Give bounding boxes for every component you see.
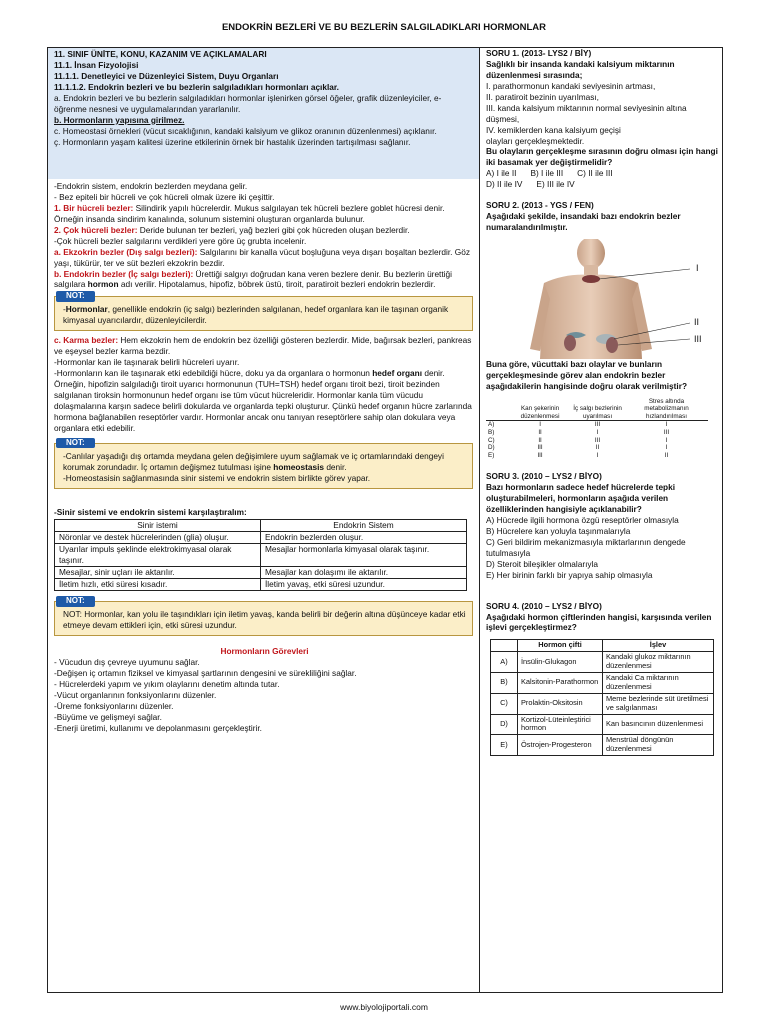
text-segment: Salgılarını bir kanalla vücut boşluğuna veya dışarı boşaltan bezlerdir. Göz yaşı, tükürür, ter ve süt bezleri ekzokrin bezdir. xyxy=(54,246,470,268)
text-segment: Hormonlar xyxy=(65,304,108,315)
comparison-table xyxy=(54,519,467,591)
header-line: 11. SINIF ÜNİTE, KONU, KAZANIM VE AÇIKLAMALARI xyxy=(54,49,267,59)
text-segment: -Hormonlar kan ile taşınarak belirli hücreleri uyarır. xyxy=(54,357,240,368)
table-row xyxy=(55,567,467,579)
table-row xyxy=(491,693,714,714)
column-divider xyxy=(479,48,480,992)
table-header-row xyxy=(486,398,708,421)
statement-item: III. kanda kalsiyum miktarının normal seviyesinin altına düşmesi, xyxy=(486,102,687,124)
header-line: 11.1.1. Denetleyici ve Düzenleyici Sistem, Duyu Organları xyxy=(54,70,279,81)
table-cell: Mesajlar, sinir uçları ile aktarılır. xyxy=(55,567,261,579)
table-cell: A) xyxy=(491,652,518,673)
table-row xyxy=(491,735,714,756)
question-tail: olayları gerçekleşmektedir. xyxy=(486,135,585,146)
text-segment: Hem ekzokrin hem de endokrin bez özelliği gösteren bezlerdir. Mide, bağırsak bezleri, pankreas ve eşeysel bezler karma bezdir. xyxy=(54,335,472,357)
note-hormones xyxy=(54,291,473,331)
note-label: NOT: xyxy=(56,291,95,302)
table-cell: Kandaki Ca miktarının düzenlenmesi xyxy=(603,673,714,694)
paragraph xyxy=(63,451,466,473)
text-segment: homeostasis xyxy=(273,461,325,472)
question-1 xyxy=(486,48,718,190)
column-header: Stres altında metabolizmanın hızlandırılması xyxy=(644,397,689,420)
question-title: SORU 2. (2013 - YGS / FEN) xyxy=(486,200,594,211)
table-cell: III xyxy=(537,451,543,459)
text-segment: denir. xyxy=(324,461,347,472)
answer-option: E) III ile IV xyxy=(536,179,575,190)
text-segment: 1. Bir hücreli bezler: xyxy=(54,202,134,213)
text-segment: c. Karma bezler: xyxy=(54,335,119,346)
table-cell: Mesajlar hormonlarla kimyasal olarak taşınır. xyxy=(261,544,467,567)
question-items xyxy=(486,81,718,136)
table-cell: Kalsitonin-Parathormon xyxy=(518,673,603,694)
table-cell: III xyxy=(570,421,625,429)
paragraph xyxy=(63,473,466,484)
paragraph xyxy=(54,192,475,203)
duty-item: -Üreme fonksiyonlarını düzenler. xyxy=(54,700,174,711)
text-segment: - xyxy=(63,304,66,315)
text-segment: , genellikle endokrin (iç salgı) bezlerinden salgılanan, hedef organlara kan ile taşınan organik kimyasal uyarıcılardır, düzenleyicilerdir. xyxy=(63,304,449,326)
table-cell: I xyxy=(596,429,599,436)
table-cell: Kandaki glukoz miktarının düzenlenmesi xyxy=(603,652,714,673)
table-header-row xyxy=(55,520,467,532)
answer-option: E) Her birinin farklı bir yapıya sahip olmasıyla xyxy=(486,569,653,580)
right-column xyxy=(486,48,718,756)
statement-item: I. parathormonun kandaki seviyesinin artması, xyxy=(486,80,656,91)
paragraph xyxy=(54,269,475,291)
text-segment: adı verilir. Hipotalamus, hipofiz, böbrek üstü, tiroit, paratiroit bezleri endokrin bezlerdir. xyxy=(118,279,436,290)
paragraph xyxy=(54,335,475,357)
answer-option: C) Geri bildirim mekanizmasıyla miktarlarının dengede tutulmasıyla xyxy=(486,536,686,558)
duty-item: -Değişen iç ortamın fiziksel ve kimyasal şartlarının dengesini ve sürekliliğini sağlar. xyxy=(54,667,357,678)
table-cell: I xyxy=(665,436,668,444)
comparison-title: -Sinir sistemi ve endokrin sistemi karşılaştıralım: xyxy=(54,506,247,517)
header-line: b. Hormonların yapısına girilmez. xyxy=(54,114,185,125)
table-cell: I xyxy=(596,451,599,459)
table-cell: A) xyxy=(486,421,510,429)
column-header: Kan şekerinin düzenlenmesi xyxy=(520,405,560,420)
table-cell: III xyxy=(594,436,601,444)
answer-row xyxy=(486,437,708,445)
text-segment: -Canlılar yaşadığı dış ortamda meydana gelen değişimlere uyum sağlamak ve iç ortamlarındaki dengeyi korumak zorundadır. İç ortamın değişmez tutulması işine xyxy=(63,450,444,472)
text-segment: Silindirik yapılı hücrelerdir. Mukus salgılayan tek hücreli bezlere goblet hücresi denir. Örneğin insanda sindirim kanalında, solunum sistemini oluşturan organlarda bulunur. xyxy=(54,202,445,224)
answer-option: D) II ile IV xyxy=(486,179,523,190)
table-cell: Kan basıncının düzenlenmesi xyxy=(603,714,714,735)
answer-row xyxy=(486,452,708,460)
question-4 xyxy=(486,601,718,756)
paragraph xyxy=(63,304,466,326)
column-header: İşlev xyxy=(603,640,714,652)
table-cell: E) xyxy=(488,451,495,459)
table-cell: Kortizol-Lüteinleştirici hormon xyxy=(518,714,603,735)
answer-option: A) I ile II xyxy=(486,168,517,179)
answer-row xyxy=(486,429,708,437)
text-segment: - Bez epiteli bir hücreli ve çok hücreli olmak üzere iki çeşittir. xyxy=(54,191,275,202)
table-cell: I xyxy=(510,421,570,429)
paragraph xyxy=(54,357,475,368)
answer-option: B) I ile III xyxy=(530,168,564,179)
header-line: c. Homeostasi örnekleri (vücut sıcaklığının, kandaki kalsiyum ve glikoz oranının düzenlenmesi) açıklanır. xyxy=(54,125,437,136)
header-line: 11.1. İnsan Fizyolojisi xyxy=(54,59,139,70)
text-segment: a. Ekzokrin bezler (Dış salgı bezleri): xyxy=(54,246,198,257)
table-cell: D) xyxy=(488,444,495,452)
question-stem: Bazı hormonların sadece hedef hücrelerde tepki oluşturabilmeleri, hormonların aşağıda verilen özelliklerinden hangisiyle açıklanabilir? xyxy=(486,482,676,514)
statement-item: IV. kemiklerden kana kalsiyum geçişi xyxy=(486,124,621,135)
question-title: SORU 3. (2010 – LYS2 / BİYO) xyxy=(486,471,602,482)
table-cell: Östrojen-Progesteron xyxy=(518,735,603,756)
duty-item: -Vücut organlarının fonksiyonlarını düzenler. xyxy=(54,689,217,700)
left-column xyxy=(48,48,479,733)
paragraph xyxy=(54,236,475,247)
table-cell: Uyarılar impuls şeklinde elektrokimyasal olarak taşınır. xyxy=(55,544,261,567)
question-prompt: Buna göre, vücuttaki bazı olaylar ve bunların gerçekleşmesinde görev alan endokrin bezler aşağıdakilerin hangisinde doğru olarak verilmiştir? xyxy=(486,359,688,391)
duty-item: -Enerji üretimi, kullanımı ve depolanmasını gerçekleştirir. xyxy=(54,722,262,733)
paragraph xyxy=(54,181,475,192)
table-cell: Nöronlar ve destek hücrelerinden (glia) oluşur. xyxy=(55,532,261,544)
text-segment: NOT: Hormonlar, kan yolu ile taşındıkları için iletim yavaş, kanda belirli bir değerin altına düşünceye kadar etki etmeye devam ettikleri için, etki süresi uzundur. xyxy=(63,609,466,630)
text-segment: -Homeostasisin sağlanmasında sinir sistemi ve endokrin sistem birlikte görev yapar. xyxy=(63,472,371,483)
text-segment: -Hormonların kan ile taşınarak etki edebildiği hücre, doku ya da organlara o hormonun xyxy=(54,368,373,379)
question-title: SORU 1. (2013- LYS2 / BİY) xyxy=(486,48,592,58)
footer-url: www.biyolojiportali.com xyxy=(340,1002,428,1012)
question-stem: Sağlıklı bir insanda kandaki kalsiyum miktarının düzenlenmesi sırasında; xyxy=(486,58,675,80)
table-cell: I xyxy=(625,421,708,429)
answer-row xyxy=(486,444,708,452)
note-box xyxy=(54,443,473,489)
answer-row xyxy=(486,421,708,429)
figure-label-2: II xyxy=(694,317,700,327)
options-row xyxy=(486,168,718,179)
table-cell: II xyxy=(538,429,542,436)
table-cell: İletim hızlı, etki süresi kısadır. xyxy=(55,579,261,591)
column-header: Endokrin Sistem xyxy=(261,520,467,532)
column-header: Hormon çifti xyxy=(518,640,603,652)
paragraph xyxy=(54,368,475,434)
text-segment: 2. Çok hücreli bezler: xyxy=(54,224,138,235)
hormone-pairs-table xyxy=(490,639,714,756)
table-cell: E) xyxy=(491,735,518,756)
paragraph xyxy=(54,225,475,236)
table-cell: B) xyxy=(491,673,518,694)
text-segment: -Endokrin sistem, endokrin bezlerden meydana gelir. xyxy=(54,181,248,191)
page-title: ENDOKRİN BEZLERİ VE BU BEZLERİN SALGILADIKLARI HORMONLAR xyxy=(221,22,547,33)
statement-item: II. paratiroit bezinin uyarılması, xyxy=(486,91,599,102)
note-homeostasis xyxy=(54,437,473,489)
text-segment: Deride bulunan ter bezleri, yağ bezleri gibi çok hücreden oluşan bezlerdir. xyxy=(137,224,410,235)
text-segment: b. Endokrin bezler (İç salgı bezleri): xyxy=(54,268,194,279)
table-cell: Meme bezlerinde süt üretilmesi ve salgılanması xyxy=(603,693,714,714)
intro-text xyxy=(48,181,479,290)
table-row xyxy=(55,579,467,591)
figure-label-1: I xyxy=(696,263,699,273)
answer-option: A) Hücrede ilgili hormona özgü reseptörler olmasıyla xyxy=(486,514,679,525)
curriculum-header-box xyxy=(48,48,479,179)
header-line: ç. Hormonların yaşam kalitesi üzerine etkilerinin örnek bir hastalık üzerinden tartışılması sağlanır. xyxy=(54,136,411,147)
note-box xyxy=(54,296,473,331)
table-row xyxy=(491,714,714,735)
answer-table xyxy=(486,398,708,459)
text-segment: hormon xyxy=(87,279,119,290)
table-cell: III xyxy=(537,444,543,452)
table-cell: Endokrin bezlerden oluşur. xyxy=(261,532,467,544)
answer-option: C) II ile III xyxy=(577,168,613,179)
blank-header xyxy=(486,398,510,421)
answer-option: B) Hücrelere kan yoluyla taşınmalarıyla xyxy=(486,525,631,536)
table-cell: B) xyxy=(488,429,495,436)
table-cell: C) xyxy=(491,693,518,714)
answer-option: D) Steroit bileşikler olmalarıyla xyxy=(486,558,599,569)
note-transport xyxy=(54,596,473,636)
note-box xyxy=(54,601,473,636)
text-segment: -Çok hücreli bezler salgılarını verdikleri yere göre üç grubta incelenir. xyxy=(54,235,307,246)
text-segment: Ürettiği salgıyı doğrudan kana veren bezlere denir. Bu bezlerin ürettiği salgılara xyxy=(54,268,452,290)
duty-item: - Hücrelerdeki yapım ve yıkım olaylarını denetim altında tutar. xyxy=(54,678,280,689)
table-row xyxy=(55,532,467,544)
options-list xyxy=(486,515,718,581)
thyroid-gland xyxy=(582,275,600,283)
question-prompt: Bu olayların gerçekleşme sırasının doğru olması için hangi iki basamak yer değiştirmelidir? xyxy=(486,146,718,168)
options-row xyxy=(486,179,718,190)
duties-title: Hormonların Görevleri xyxy=(220,645,309,656)
column-header: İç salgı bezlerinin uyarılması xyxy=(573,405,622,420)
header-line: a. Endokrin bezleri ve bu bezlerin salgıladıkları hormonlar işlenirken görsel öğeler, grafik düzenleyiciler, e-öğrenme nesnesi ve uygulamalarından yararlanılır. xyxy=(54,92,442,114)
table-header-row xyxy=(491,640,714,652)
table-cell: İnsülin-Glukagon xyxy=(518,652,603,673)
note-label: NOT: xyxy=(56,438,95,449)
table-cell: D) xyxy=(491,714,518,735)
question-title: SORU 4. (2010 – LYS2 / BİYO) xyxy=(486,600,602,611)
question-stem: Aşağıdaki şekilde, insandaki bazı endokrin bezler numaralandırılmıştır. xyxy=(486,211,681,233)
text-segment: hedef organı xyxy=(372,368,423,379)
duty-item: -Büyüme ve gelişmeyi sağlar. xyxy=(54,711,162,722)
table-row xyxy=(55,544,467,567)
content-frame xyxy=(47,47,723,993)
mixed-glands-text xyxy=(48,335,479,433)
table-cell: II xyxy=(538,436,542,444)
endocrine-figure xyxy=(486,239,718,359)
table-cell: II xyxy=(664,451,669,459)
table-row xyxy=(491,652,714,673)
table-cell: Menstrüal döngünün düzenlenmesi xyxy=(603,735,714,756)
table-cell: İletim yavaş, etki süresi uzundur. xyxy=(261,579,467,591)
duty-item: - Vücudun dış çevreye uyumunu sağlar. xyxy=(54,656,200,667)
table-cell: III xyxy=(663,429,670,436)
table-row xyxy=(491,673,714,694)
column-header: Sinir istemi xyxy=(55,520,261,532)
text-segment: denir. Örneğin, hipofizin salgıladığı tiroit uyarıcı hormonunun (TUH=TSH) hedef organı tiroit bezi, tiroit bezinden salgılanan tiroksin hormonunun hedef organı ise tüm vücut hücreleridir. Hormonlar kanla tüm vücudu dolaşmalarına karşın sadece belirli dokularda ve organlarda tepki oluşturur. Çünkü hedef organın hücre zarlarında hormona bağlanabilen reseptörler vardır. Hormonlar ancak onu tanıyan reseptörlere sahip olan dokulara veya organlara etki edebilir. xyxy=(54,368,472,433)
question-2 xyxy=(486,200,718,459)
header-line: 11.1.1.2. Endokrin bezleri ve bu bezlerin salgıladıkları hormonları açıklar. xyxy=(54,81,339,92)
paragraph xyxy=(63,609,466,631)
human-torso-image xyxy=(486,239,718,359)
column-header xyxy=(491,640,518,652)
duties-list xyxy=(54,657,475,734)
table-cell: Mesajlar kan dolaşımı ile aktarılır. xyxy=(261,567,467,579)
paragraph xyxy=(54,203,475,225)
paragraph xyxy=(54,247,475,269)
table-cell: Prolaktin-Oksitosin xyxy=(518,693,603,714)
table-cell: I xyxy=(665,444,668,452)
question-stem: Aşağıdaki hormon çiftlerinden hangisi, karşısında verilen işlevi gerçekleştirmez? xyxy=(486,611,712,633)
figure-label-3: III xyxy=(694,334,702,344)
table-cell: C) xyxy=(488,436,495,444)
note-label: NOT: xyxy=(56,596,95,607)
question-3 xyxy=(486,471,718,580)
table-cell: II xyxy=(595,444,600,452)
